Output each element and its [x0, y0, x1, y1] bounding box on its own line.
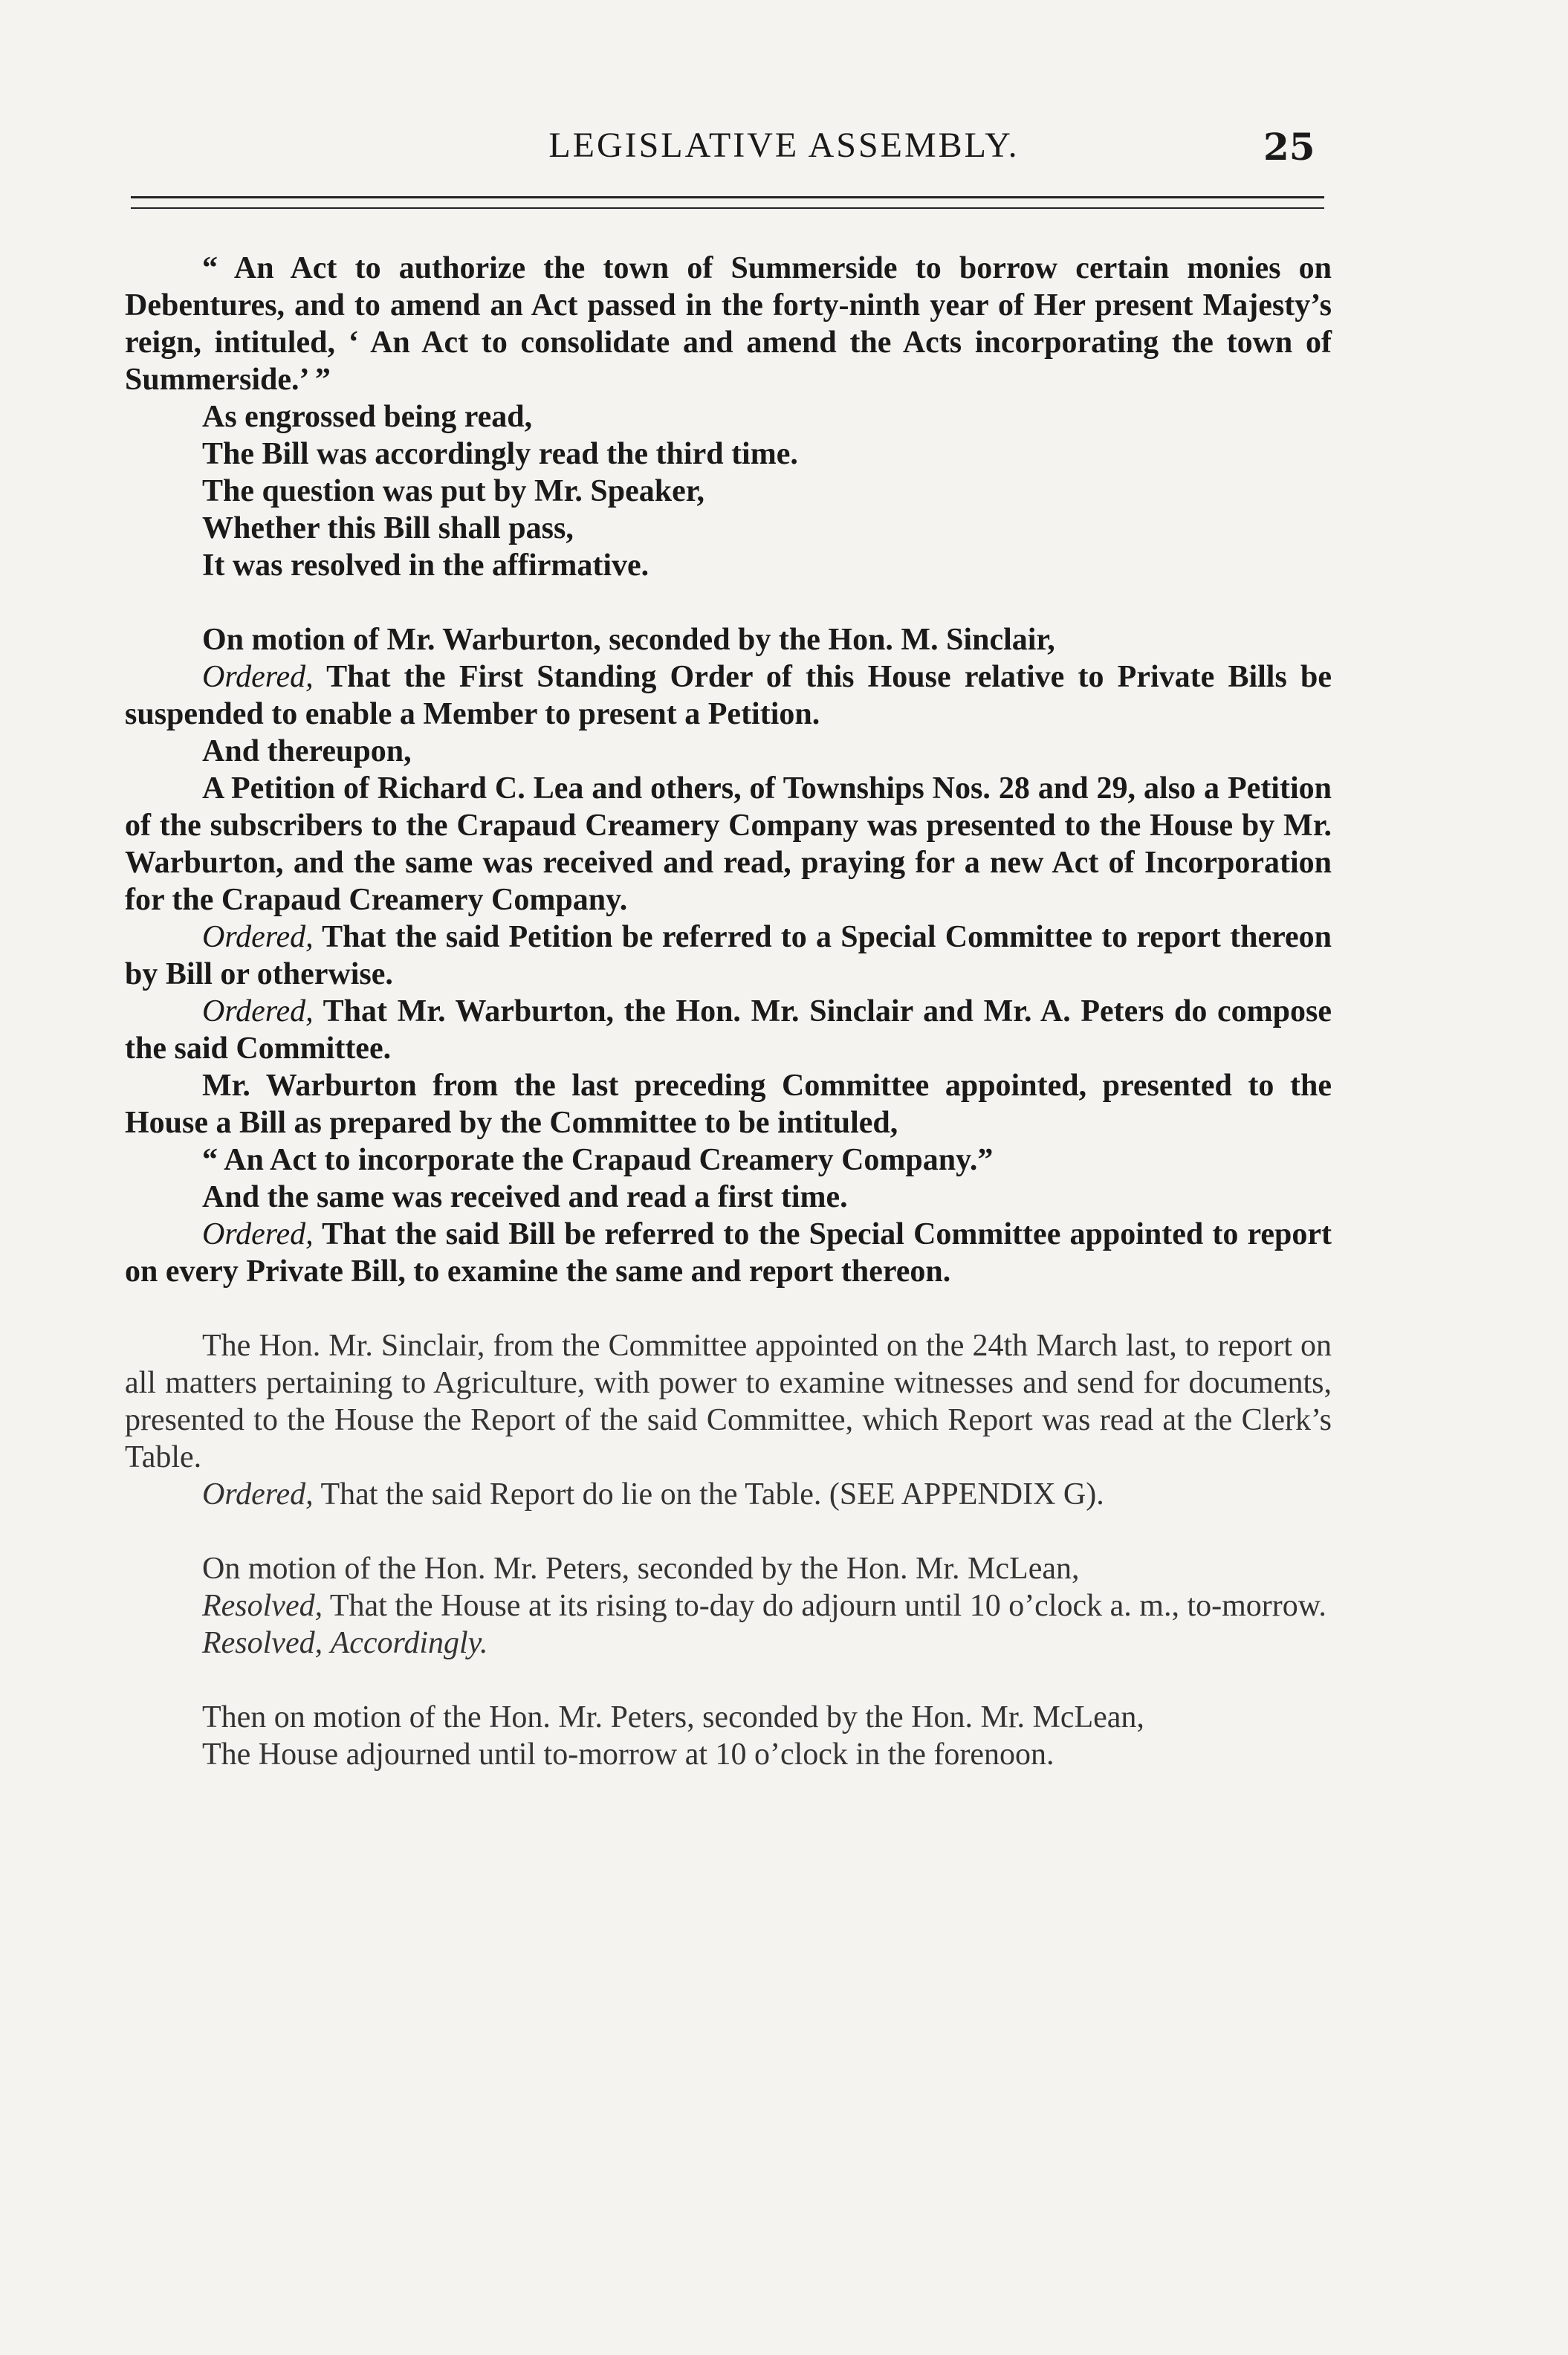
act-title-summerside: “ An Act to authorize the town of Summerside to borrow certain monies on Debentures, and to amend an Act passed in the forty-ninth year of Her present Majesty’s reign, intituled, ‘ An Act to consolidate and amend the Acts incorporating the town of Summerside.’ ”	[125, 251, 1332, 397]
header-rule-thick	[131, 196, 1324, 198]
first-time-line: And the same was received and read a first time.	[202, 1180, 848, 1214]
engrossed-line: As engrossed being read,	[202, 400, 533, 434]
third-reading-line: The Bill was accordingly read the third time.	[202, 437, 798, 471]
ordered-label: Ordered,	[202, 1477, 314, 1512]
ordered-private-bill-paragraph	[125, 1216, 1332, 1290]
whether-line: Whether this Bill shall pass,	[202, 511, 574, 545]
bill-title-creamery: “ An Act to incorporate the Crapaud Creamery Company.”	[202, 1143, 994, 1177]
ordered-table-paragraph	[125, 1476, 1332, 1513]
petition-paragraph: A Petition of Richard C. Lea and others, of Townships Nos. 28 and 29, also a Petition of the subscribers to the Crapaud Creamery Company was presented to the House by Mr. Warburton, and the same was received and read, praying for a new Act of Incorporation for the Crapaud Creamery Company.	[125, 771, 1332, 917]
page-body	[125, 250, 1332, 1773]
ordered-refer-paragraph	[125, 919, 1332, 993]
motion-warburton: On motion of Mr. Warburton, seconded by the Hon. M. Sinclair,	[202, 623, 1055, 657]
resolved-accordingly-text: Accordingly.	[330, 1626, 488, 1660]
question-line: The question was put by Mr. Speaker,	[202, 474, 705, 508]
resolved-accordingly-line	[125, 1624, 1332, 1662]
ordered-compose-paragraph	[125, 993, 1332, 1067]
motion-peters: On motion of the Hon. Mr. Peters, seconded by the Hon. Mr. McLean,	[202, 1552, 1080, 1586]
ordered-suspend-text: That the First Standing Order of this House relative to Private Bills be suspended to enable a Member to present a Petition.	[125, 660, 1332, 731]
final-motion-peters: Then on motion of the Hon. Mr. Peters, seconded by the Hon. Mr. McLean,	[202, 1700, 1144, 1734]
page-header-title: LEGISLATIVE ASSEMBLY.	[548, 126, 1020, 165]
header-rule-thin	[131, 207, 1324, 209]
ordered-compose-text: That Mr. Warburton, the Hon. Mr. Sinclair and Mr. A. Peters do compose the said Committee.	[125, 994, 1332, 1066]
ordered-label: Ordered,	[202, 660, 314, 694]
page-number: 25	[1263, 125, 1315, 169]
ordered-label: Ordered,	[202, 1217, 314, 1251]
resolved-adjourn-text: That the House at its rising to-day do adjourn until 10 o’clock a. m., to-morrow.	[329, 1589, 1326, 1623]
ordered-refer-text: That the said Petition be referred to a Special Committee to report thereon by Bill or otherwise.	[125, 920, 1332, 991]
resolved-adjourn-paragraph	[125, 1587, 1332, 1624]
ordered-private-bill-text: That the said Bill be referred to the Special Committee appointed to report on every Private Bill, to examine the same and report thereon.	[125, 1217, 1332, 1289]
house-adjourned-paragraph: The House adjourned until to-morrow at 10 o’clock in the forenoon.	[202, 1737, 1054, 1772]
resolved-label: Resolved,	[202, 1626, 323, 1660]
ordered-suspend-paragraph	[125, 658, 1332, 733]
resolved-label: Resolved,	[202, 1589, 323, 1623]
resolved-affirmative-line: It was resolved in the affirmative.	[202, 548, 649, 583]
ordered-label: Ordered,	[202, 920, 314, 954]
ordered-label: Ordered,	[202, 994, 314, 1029]
ordered-table-text: That the said Report do lie on the Table. (SEE APPENDIX G).	[320, 1477, 1104, 1512]
thereupon-line: And thereupon,	[202, 734, 412, 768]
agriculture-report-paragraph: The Hon. Mr. Sinclair, from the Committee appointed on the 24th March last, to report on all matters pertaining to Agriculture, with power to examine witnesses and send for documents, presented to the House the Report of the said Committee, which Report was read at the Clerk’s Table.	[125, 1329, 1332, 1474]
bill-presented-paragraph: Mr. Warburton from the last preceding Committee appointed, presented to the House a Bill as prepared by the Committee to be intituled,	[125, 1069, 1332, 1140]
